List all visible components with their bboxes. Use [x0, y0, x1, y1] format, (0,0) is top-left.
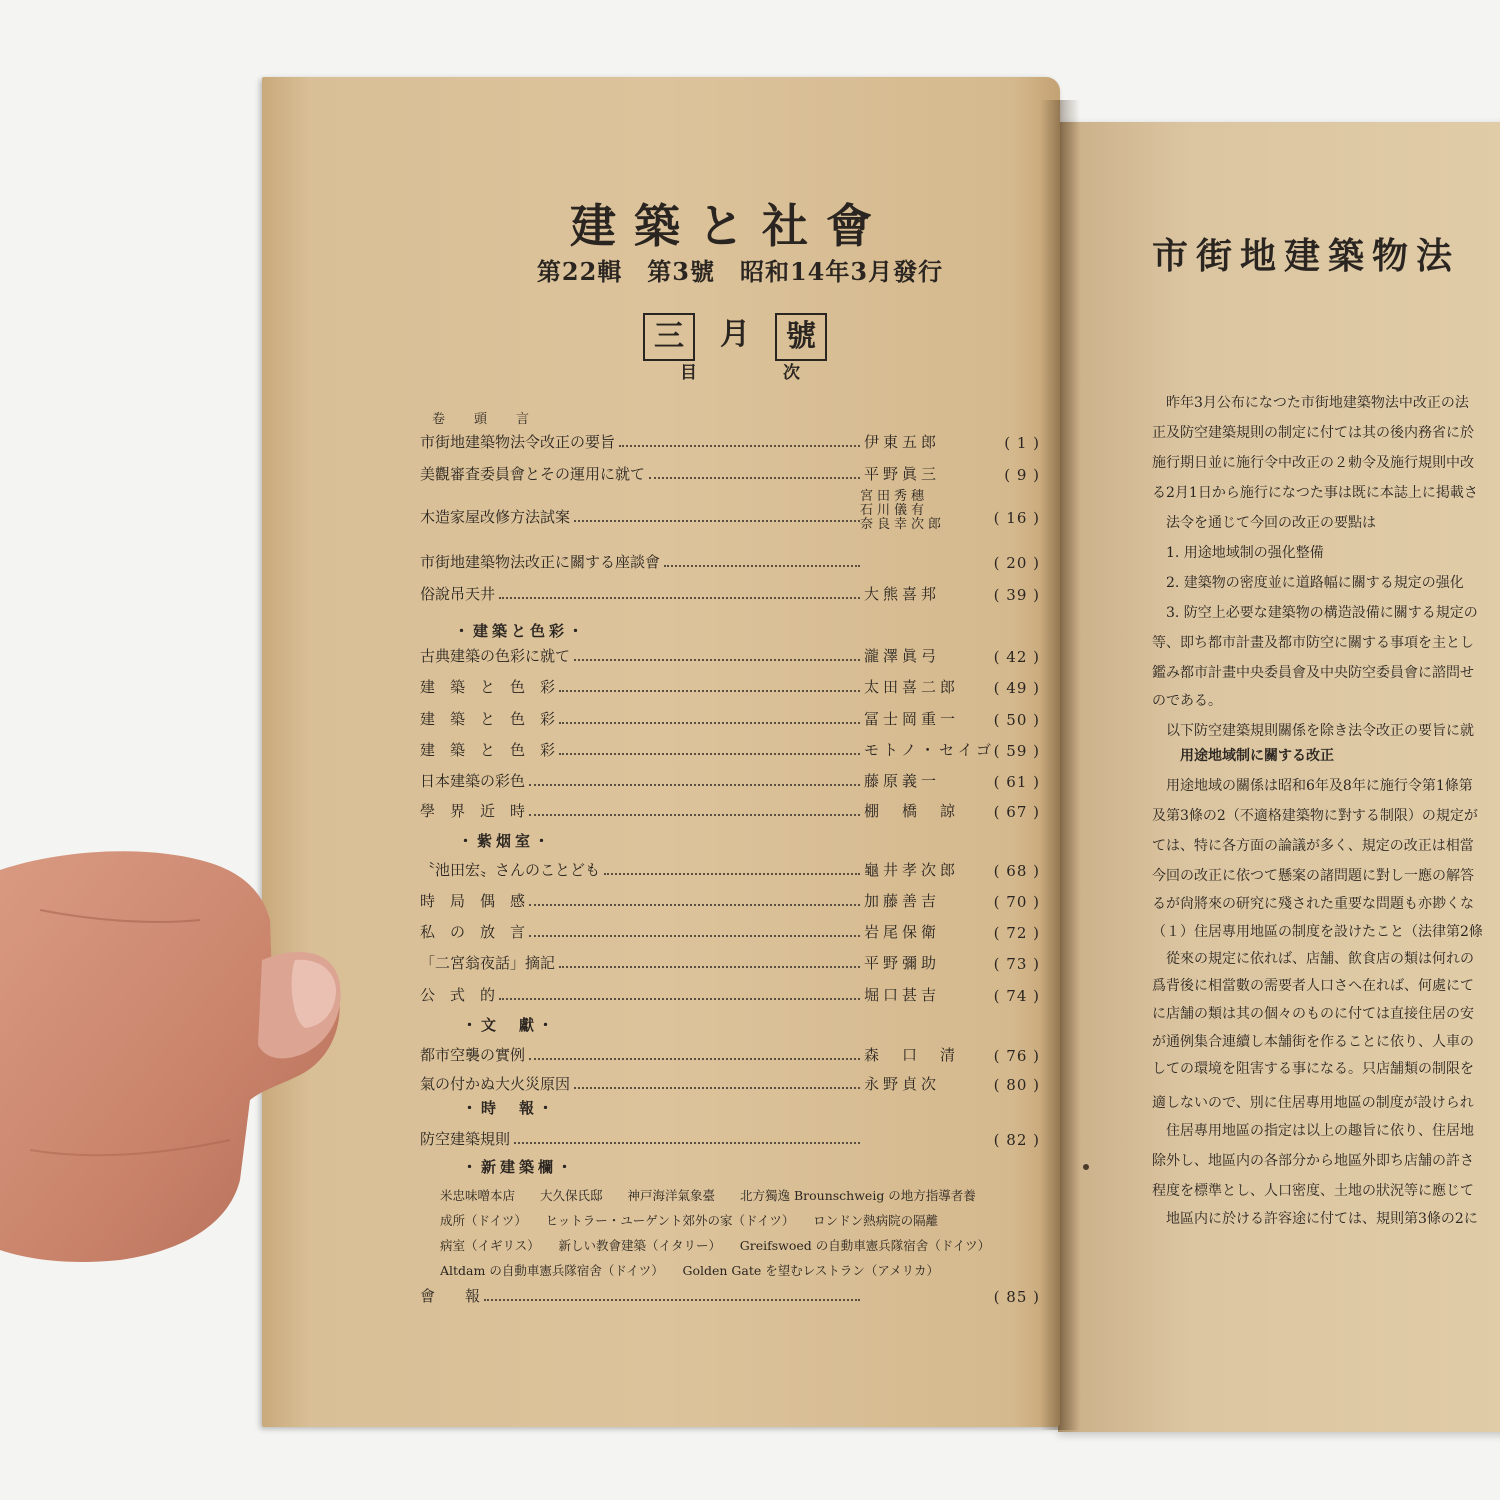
toc-entry: [420, 642, 1040, 666]
toc-entry: [420, 767, 1040, 791]
article-line: 從來の規定に依れば、店舗、飮食店の類は何れの: [1152, 951, 1474, 967]
joint-author: 奈良幸次郎: [860, 517, 946, 532]
toc-entry-page: ( 49 ): [993, 679, 1040, 697]
month-label: [643, 313, 827, 361]
leader-dots: [529, 1058, 860, 1060]
toc-entry-page: ( 68 ): [993, 862, 1040, 880]
article-line: るが尙將來の研究に殘された重要な問題も亦尠くな: [1152, 896, 1474, 912]
article-line: 程度を標準とし、人口密度、土地の狀況等に應じて: [1152, 1183, 1474, 1199]
leader-dots: [529, 935, 860, 937]
toc-entry-page: ( 74 ): [993, 987, 1040, 1005]
toc-entry: [420, 460, 1040, 484]
toc-entry-page: ( 76 ): [993, 1047, 1040, 1065]
toc-entry-author: 太田喜二郎: [864, 678, 960, 696]
leader-dots: [559, 722, 860, 724]
toc-entry-title: 日本建築の彩色: [420, 772, 526, 790]
toc-entry-page: ( 39 ): [993, 586, 1040, 604]
new-buildings-line: 病室（イギリス） 新しい教會建築（イタリー） Greifswoed の自動車憲兵隊宿舍（ドイツ）: [440, 1238, 991, 1253]
toc-entry-title: 建 築 と 色 彩: [420, 741, 556, 759]
toc-entry: [420, 1125, 1040, 1149]
preface-label: 卷 頭 言: [432, 412, 538, 427]
joint-author: 宮田秀穗: [860, 489, 929, 504]
new-buildings-line: 成所（ドイツ） ヒットラー・ユーゲント郊外の家（ドイツ） ロンドン熱病院の隔離: [440, 1213, 939, 1228]
leader-dots: [619, 445, 860, 447]
new-buildings-line: 米忠味噌本店 大久保氏邸 神戸海洋氣象臺 北方獨逸 Brounschweig の地方指導者養: [440, 1188, 976, 1203]
article-line: 適しないので、別に住居專用地區の制度が設けられ: [1152, 1095, 1474, 1111]
toc-entry-author: 加藤善吉: [864, 892, 941, 910]
article-title: 市街地建築物法: [1152, 235, 1461, 277]
toc-entry: [420, 1041, 1040, 1065]
section-heading-color: ・建築と色彩・: [454, 622, 588, 640]
section-heading-literature: ・文 獻・: [462, 1016, 558, 1034]
leader-dots: [559, 690, 860, 692]
toc-entry: [420, 856, 1040, 880]
toc-entry-page: ( 82 ): [993, 1131, 1040, 1149]
toc-entry: [420, 705, 1040, 729]
toc-entry-page: ( 80 ): [993, 1076, 1040, 1094]
article-line: 等、即ち都市計畫及都市防空に關する事項を主とし: [1152, 635, 1474, 651]
toc-entry-page: ( 85 ): [993, 1288, 1040, 1306]
article-line: しての環境を阻害する事になる。只店舗類の制限を: [1152, 1061, 1474, 1077]
article-line: 爲背後に相當數の需要者人口さへ在れば、何處にて: [1152, 978, 1474, 994]
toc-entry: [420, 428, 1040, 452]
toc-entry-title: 美觀審査委員會とその運用に就て: [420, 465, 646, 483]
article-line: 除外し、地區内の各部分から地區外即ち店舗の許さ: [1152, 1153, 1474, 1169]
toc-entry-title: 古典建築の色彩に就て: [420, 647, 571, 665]
toc-entry-page: ( 59 ): [993, 742, 1040, 760]
toc-entry: [420, 503, 1040, 527]
article-line: 今回の改正に依つて懸案の諸問題に對し一應の解答: [1152, 868, 1474, 884]
toc-entry-page: ( 42 ): [993, 648, 1040, 666]
new-buildings-line: Altdam の自動車憲兵隊宿舍（ドイツ） Golden Gate を望むレストラン（アメリカ）: [440, 1263, 939, 1278]
toc-entry-title: 會 報: [420, 1287, 481, 1305]
toc-entry-page: ( 73 ): [993, 955, 1040, 973]
toc-entry: [420, 548, 1040, 572]
toc-entry: [420, 797, 1040, 821]
toc-entry-title: 木造家屋改修方法試案: [420, 508, 571, 526]
toc-entry-title: 市街地建築物法改正に關する座談會: [420, 553, 661, 571]
toc-entry-title: 私 の 放 言: [420, 923, 526, 941]
magazine-title: 建築と社會: [570, 199, 890, 253]
contents-heading: [680, 358, 800, 383]
toc-entry: [420, 1070, 1040, 1094]
article-line: のである。: [1152, 693, 1222, 709]
article-line: 2. 建築物の密度並に道路幅に關する規定の强化: [1152, 575, 1464, 591]
leader-dots: [574, 659, 860, 661]
toc-entry-page: ( 61 ): [993, 773, 1040, 791]
toc-entry-title: 建 築 と 色 彩: [420, 678, 556, 696]
article-line: 法令を通じて今回の改正の要點は: [1152, 515, 1376, 531]
article-line: 以下防空建築規則關係を除き法令改正の要旨に就: [1152, 723, 1474, 739]
toc-entry-page: ( 50 ): [993, 711, 1040, 729]
article-line: 住居專用地區の指定は以上の趣旨に依り、住居地: [1152, 1123, 1474, 1139]
leader-dots: [529, 904, 860, 906]
section-heading-smoking: ・紫烟室・: [458, 832, 554, 850]
leader-dots: [574, 1087, 860, 1089]
leader-dots: [649, 477, 860, 479]
toc-entry-author: 岩尾保衛: [864, 923, 941, 941]
new-buildings-list: [440, 1183, 1040, 1283]
leader-dots: [529, 814, 860, 816]
toc-entry-author: 瀧澤眞弓: [864, 647, 941, 665]
toc-entry-author: 森 口 清: [864, 1046, 960, 1064]
article-line: 1. 用途地域制の强化整備: [1152, 545, 1324, 561]
toc-entry-title: 都市空襲の實例: [420, 1046, 526, 1064]
article-line: に店舗の類は其の個々のものに付ては直接住居の安: [1152, 1006, 1474, 1022]
article-subheading: 用途地域制に關する改正: [1152, 748, 1334, 764]
toc-entry-author: 藤原義一: [864, 772, 941, 790]
leader-dots: [499, 597, 860, 599]
toc-entry: [420, 736, 1040, 760]
toc-entry: [420, 918, 1040, 942]
toc-entry-title: 「二宮翁夜話」摘記: [420, 954, 556, 972]
toc-entry-title: 學 界 近 時: [420, 802, 526, 820]
toc-entry-title: 建 築 と 色 彩: [420, 710, 556, 728]
contents-heading-char: 目: [680, 363, 697, 383]
toc-entry-author: 永野貞次: [864, 1075, 941, 1093]
article-line: 及第3條の2（不適格建築物に對する制限）の規定が: [1152, 808, 1478, 824]
toc-entry-page: ( 1 ): [1004, 434, 1040, 452]
leader-dots: [574, 520, 860, 522]
toc-entry-title: 〝池田宏〟さんのことども: [420, 861, 601, 879]
toc-entry: [420, 887, 1040, 911]
leader-dots: [499, 998, 860, 1000]
article-line: 鑑み都市計畫中央委員會及中央防空委員會に諮問せ: [1152, 665, 1474, 681]
toc-entry-page: ( 16 ): [993, 509, 1040, 527]
toc-entry-page: ( 72 ): [993, 924, 1040, 942]
toc-entry-page: ( 67 ): [993, 803, 1040, 821]
leader-dots: [514, 1142, 860, 1144]
toc-entry: [420, 580, 1040, 604]
paper-fleck: [1083, 1164, 1089, 1170]
toc-entry-page: ( 20 ): [993, 554, 1040, 572]
article-line: 正及防空建築規則の制定に付ては其の後内務省に於: [1152, 425, 1474, 441]
section-heading-news: ・時 報・: [462, 1099, 558, 1117]
article-line: 昨年3月公布になつた市街地建築物法中改正の法: [1152, 395, 1469, 411]
toc-entry-page: ( 9 ): [1004, 466, 1040, 484]
leader-dots: [484, 1299, 860, 1301]
article-line: 用途地域の關係は昭和6年及8年に施行令第1條第: [1152, 778, 1473, 794]
toc-entry-title: 公 式 的: [420, 986, 496, 1004]
toc-entry-author: 冨士岡重一: [864, 710, 960, 728]
leader-dots: [529, 784, 860, 786]
book-gutter: [1040, 100, 1080, 1430]
article-line: 地區内に於ける許容途に付ては、規則第3條の2に: [1152, 1211, 1478, 1227]
article-line: が通例集合連續し本舗街を作ることに依り、人車の: [1152, 1034, 1474, 1050]
month-label-char: 號: [775, 313, 827, 361]
section-heading-new-buildings: ・新建築欄・: [462, 1158, 577, 1176]
toc-entry-title: 俗說吊天井: [420, 585, 496, 603]
toc-entry-author: 平野眞三: [864, 465, 941, 483]
toc-entry: [420, 949, 1040, 973]
month-label-char: 三: [643, 313, 695, 361]
leader-dots: [664, 565, 860, 567]
toc-entry-title: 防空建築規則: [420, 1130, 511, 1148]
toc-entry: [420, 673, 1040, 697]
toc-entry-title: 氣の付かぬ大火災原因: [420, 1075, 571, 1093]
leader-dots: [559, 966, 860, 968]
toc-entry-author: モトノ・セイゴ: [864, 741, 996, 759]
toc-entry-title: 時 局 偶 感: [420, 892, 526, 910]
toc-entry-author: 平野彌助: [864, 954, 941, 972]
joint-authors: [860, 490, 945, 532]
toc-entry-author: 龜井孝次郎: [864, 861, 960, 879]
article-line: る2月1日から施行になつた事は既に本誌上に掲載さ: [1152, 485, 1478, 501]
contents-heading-char: 次: [783, 363, 800, 383]
leader-dots: [559, 753, 860, 755]
toc-entry-author: 大熊喜邦: [864, 585, 941, 603]
toc-entry: [420, 1282, 1040, 1306]
toc-entry-title: 市街地建築物法令改正の要旨: [420, 433, 616, 451]
toc-entry: [420, 981, 1040, 1005]
toc-entry-author: 棚 橋 諒: [864, 802, 960, 820]
article-line: （１）住居專用地區の制度を設けたこと（法律第2條: [1152, 924, 1483, 940]
leader-dots: [604, 873, 860, 875]
issue-info: 第22輯 第3號 昭和14年3月發行: [536, 257, 944, 286]
hand-image: [0, 850, 360, 1270]
article-line: 施行期日並に施行令中改正の２勅令及施行規則中改: [1152, 455, 1474, 471]
toc-entry-author: 伊東五郎: [864, 433, 941, 451]
article-line: ては、特に各方面の論議が多く、規定の改正は相當: [1152, 838, 1474, 854]
article-line: 3. 防空上必要な建築物の構造設備に關する規定の: [1152, 605, 1478, 621]
joint-author: 石川儀有: [860, 503, 929, 518]
toc-entry-page: ( 70 ): [993, 893, 1040, 911]
month-label-char: 月: [720, 317, 750, 352]
toc-entry-author: 堀口甚吉: [864, 986, 941, 1004]
